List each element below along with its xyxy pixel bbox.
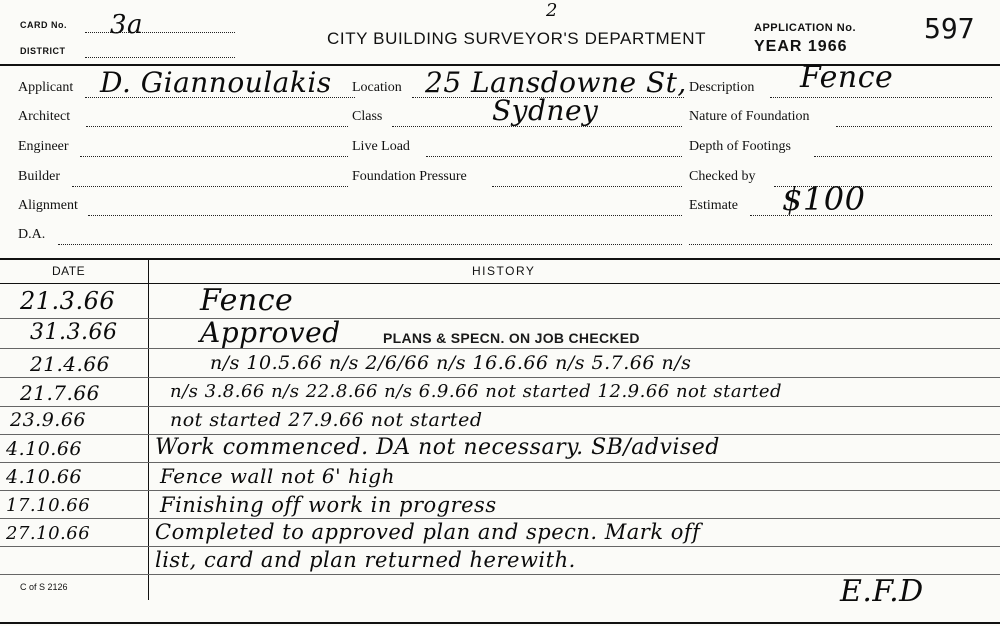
history-date: 4.10.66 [6, 438, 83, 460]
estimate-label: Estimate [689, 198, 738, 213]
location-value: 25 Lansdowne St, [425, 66, 687, 99]
district-label: DISTRICT [20, 46, 66, 56]
bottom-border [0, 622, 1000, 624]
foundation-pressure-label: Foundation Pressure [352, 169, 467, 184]
district-line [85, 57, 235, 58]
foundation-pressure-line [492, 186, 682, 187]
history-top-border [0, 258, 1000, 260]
history-entry: Work commenced. DA not necessary. SB/advised [155, 435, 720, 460]
date-column-divider [148, 260, 149, 600]
history-rule [0, 462, 1000, 463]
history-rule [0, 490, 1000, 491]
application-no-value: 597 [924, 12, 975, 45]
location-value-2: Sydney [492, 94, 599, 127]
history-entry: Approved [200, 316, 341, 349]
history-date: 27.10.66 [6, 523, 91, 544]
signature: E.F.D [840, 574, 924, 609]
history-entry: Finishing off work in progress [160, 493, 497, 517]
history-date: 21.3.66 [20, 287, 116, 315]
da-line [58, 244, 682, 245]
card-sequence-number: 2 [546, 0, 558, 21]
history-date: 21.4.66 [30, 352, 110, 376]
history-rule [0, 318, 1000, 319]
history-rule [0, 377, 1000, 378]
engineer-label: Engineer [18, 139, 69, 154]
da-right-line [689, 244, 992, 245]
form-code: C of S 2126 [20, 582, 68, 592]
history-entry: list, card and plan returned herewith. [155, 548, 576, 572]
history-rule [0, 546, 1000, 547]
card-no-label: CARD No. [20, 20, 67, 30]
description-label: Description [689, 80, 755, 95]
history-date: 17.10.66 [6, 495, 91, 516]
history-entry: n/s 10.5.66 n/s 2/6/66 n/s 16.6.66 n/s 5.7.66 n/s [210, 352, 692, 374]
da-label: D.A. [18, 227, 46, 242]
history-rule [0, 348, 1000, 349]
checked-by-label: Checked by [689, 169, 756, 184]
stamp-plans-checked: PLANS & SPECN. ON JOB CHECKED [383, 330, 640, 346]
engineer-line [80, 156, 348, 157]
applicant-value: D. Giannoulakis [100, 66, 332, 99]
year-label: YEAR 1966 [754, 38, 848, 55]
history-date: 21.7.66 [20, 381, 100, 405]
department-title: CITY BUILDING SURVEYOR'S DEPARTMENT [327, 29, 707, 48]
card-no-line [85, 32, 235, 33]
estimate-value: $100 [782, 180, 866, 218]
alignment-label: Alignment [18, 198, 78, 213]
history-entry: Fence wall not 6' high [160, 464, 395, 488]
builder-label: Builder [18, 169, 60, 184]
alignment-line [88, 215, 682, 216]
class-label: Class [352, 109, 383, 124]
history-entry: Completed to approved plan and specn. Mark off [155, 520, 701, 544]
applicant-label: Applicant [18, 80, 74, 95]
builder-line [72, 186, 348, 187]
history-rule [0, 406, 1000, 407]
description-value: Fence [800, 60, 894, 95]
description-line [770, 97, 992, 98]
architect-label: Architect [18, 109, 71, 124]
history-entry: Fence [200, 283, 294, 318]
history-date: 23.9.66 [10, 409, 87, 431]
history-entry: not started 27.9.66 not started [170, 409, 483, 431]
history-header-divider [0, 283, 1000, 284]
history-date: 31.3.66 [30, 320, 118, 345]
history-date: 4.10.66 [6, 466, 83, 488]
history-entry: n/s 3.8.66 n/s 22.8.66 n/s 6.9.66 not started 12.9.66 not started [170, 381, 783, 402]
location-label: Location [352, 80, 402, 95]
nature-line [836, 126, 992, 127]
history-header: HISTORY [472, 264, 536, 278]
live-load-line [426, 156, 682, 157]
depth-of-footings-label: Depth of Footings [689, 139, 791, 154]
history-rule [0, 518, 1000, 519]
depth-line [814, 156, 992, 157]
live-load-label: Live Load [352, 139, 410, 154]
date-header: DATE [52, 264, 86, 278]
nature-of-foundation-label: Nature of Foundation [689, 109, 810, 124]
card-no-value: 3a [110, 10, 144, 40]
architect-line [86, 126, 348, 127]
application-no-label: APPLICATION No. [754, 22, 857, 34]
